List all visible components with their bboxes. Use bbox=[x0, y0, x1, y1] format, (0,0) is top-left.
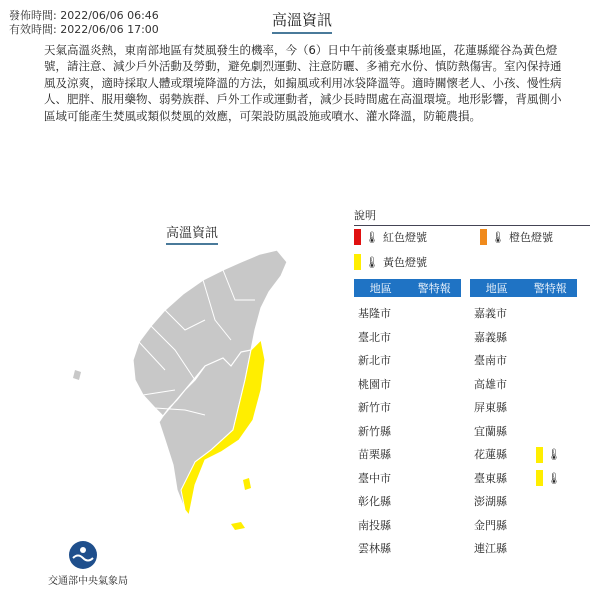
region-name: 金門縣 bbox=[474, 518, 507, 532]
region-name: 花蓮縣 bbox=[474, 448, 507, 461]
thermometer-icon: 🌡 bbox=[365, 230, 379, 244]
table-row bbox=[358, 420, 458, 444]
region-name: 連江縣 bbox=[474, 542, 507, 555]
map-west-region bbox=[133, 250, 287, 510]
table-row bbox=[474, 396, 574, 420]
description-text: 天氣高溫炎熱，東南部地區有焚風發生的機率，今（6）日中午前後臺東縣地區，花蓮縣縱谷為黃色燈號，請注意、減少戶外活動及勞動，避免劇烈運動、注意防曬、多補充水份、慎防熱傷害。室內保持通風及涼爽，適時採取人體或環境降溫的方法，如搧風或利用冰袋降溫等。適時關懷老人、小孩、慢性病人、肥胖、服用藥物、弱勢族群、戶外工作或運動者，減少長時間處在高溫環境。地形影響，背風側小區域可能產生焚風或類似焚風的效應，可架設防風設施或噴水、灌水降溫，防範農損。 bbox=[44, 43, 562, 123]
map-island-orchid bbox=[231, 522, 245, 530]
table-row bbox=[474, 467, 574, 491]
region-name: 苗栗縣 bbox=[358, 448, 391, 461]
table-row bbox=[358, 537, 458, 561]
region-name: 屏東縣 bbox=[474, 401, 507, 414]
table-row bbox=[358, 373, 458, 397]
map-penghu bbox=[73, 370, 81, 380]
table-header-left: 地區 警特報 bbox=[354, 279, 461, 297]
page-title: 高溫資訊 bbox=[272, 9, 332, 34]
region-name: 彰化縣 bbox=[358, 495, 391, 508]
region-name: 臺南市 bbox=[474, 354, 507, 367]
thermometer-icon: 🌡 bbox=[365, 255, 379, 269]
region-name: 基隆市 bbox=[358, 307, 391, 320]
table-row bbox=[474, 373, 574, 397]
valid-time: 有效時間: 2022/06/06 17:00 bbox=[9, 23, 159, 36]
region-name: 嘉義縣 bbox=[474, 330, 507, 344]
table-row bbox=[474, 537, 574, 561]
table-row bbox=[358, 326, 458, 350]
orange-swatch bbox=[480, 229, 487, 245]
yellow-swatch bbox=[354, 254, 361, 270]
region-name: 新竹縣 bbox=[358, 424, 391, 438]
legend-title: 說明 bbox=[354, 207, 590, 226]
region-name: 宜蘭縣 bbox=[474, 424, 507, 438]
table-row bbox=[358, 396, 458, 420]
region-name: 新竹市 bbox=[358, 401, 391, 414]
legend-orange: 🌡 橙色燈號 bbox=[480, 229, 553, 245]
legend-red: 🌡 紅色燈號 bbox=[354, 229, 427, 245]
taiwan-map bbox=[55, 240, 315, 540]
red-swatch bbox=[354, 229, 361, 245]
yellow-swatch bbox=[536, 447, 543, 463]
cwb-logo-icon bbox=[68, 540, 98, 570]
thermometer-icon: 🌡 bbox=[491, 230, 505, 244]
yellow-warning-badge bbox=[536, 443, 561, 467]
region-name: 高雄市 bbox=[474, 377, 507, 391]
table-row bbox=[358, 467, 458, 491]
table-header-right: 地區 警特報 bbox=[470, 279, 577, 297]
yellow-swatch bbox=[536, 470, 543, 486]
region-name: 嘉義市 bbox=[474, 307, 507, 320]
table-row bbox=[358, 490, 458, 514]
region-name: 臺北市 bbox=[358, 330, 391, 344]
thermometer-icon: 🌡 bbox=[547, 471, 561, 485]
table-row bbox=[474, 349, 574, 373]
region-list-left bbox=[358, 302, 458, 561]
region-name: 新北市 bbox=[358, 354, 391, 367]
thermometer-icon: 🌡 bbox=[547, 448, 561, 461]
table-row bbox=[474, 490, 574, 514]
legend-yellow: 🌡 黃色燈號 bbox=[354, 254, 427, 270]
yellow-warning-badge bbox=[536, 467, 561, 491]
region-name: 雲林縣 bbox=[358, 542, 391, 555]
table-row bbox=[358, 443, 458, 467]
region-name: 臺中市 bbox=[358, 471, 391, 485]
issue-time: 發佈時間: 2022/06/06 06:46 bbox=[9, 9, 159, 22]
region-name: 澎湖縣 bbox=[474, 495, 507, 508]
table-row bbox=[474, 302, 574, 326]
table-row bbox=[474, 443, 574, 467]
agency-name: 交通部中央氣象局 bbox=[48, 576, 128, 587]
table-row bbox=[358, 349, 458, 373]
table-row bbox=[474, 326, 574, 350]
time-info bbox=[9, 9, 159, 37]
region-name: 臺東縣 bbox=[474, 471, 507, 485]
table-row bbox=[358, 302, 458, 326]
map-island-green bbox=[243, 478, 251, 490]
table-row bbox=[358, 514, 458, 538]
table-row bbox=[474, 420, 574, 444]
region-name: 桃園市 bbox=[358, 377, 391, 391]
map-title: 高溫資訊 bbox=[166, 222, 218, 245]
region-list-right bbox=[474, 302, 574, 561]
region-name: 南投縣 bbox=[358, 518, 391, 532]
table-row bbox=[474, 514, 574, 538]
